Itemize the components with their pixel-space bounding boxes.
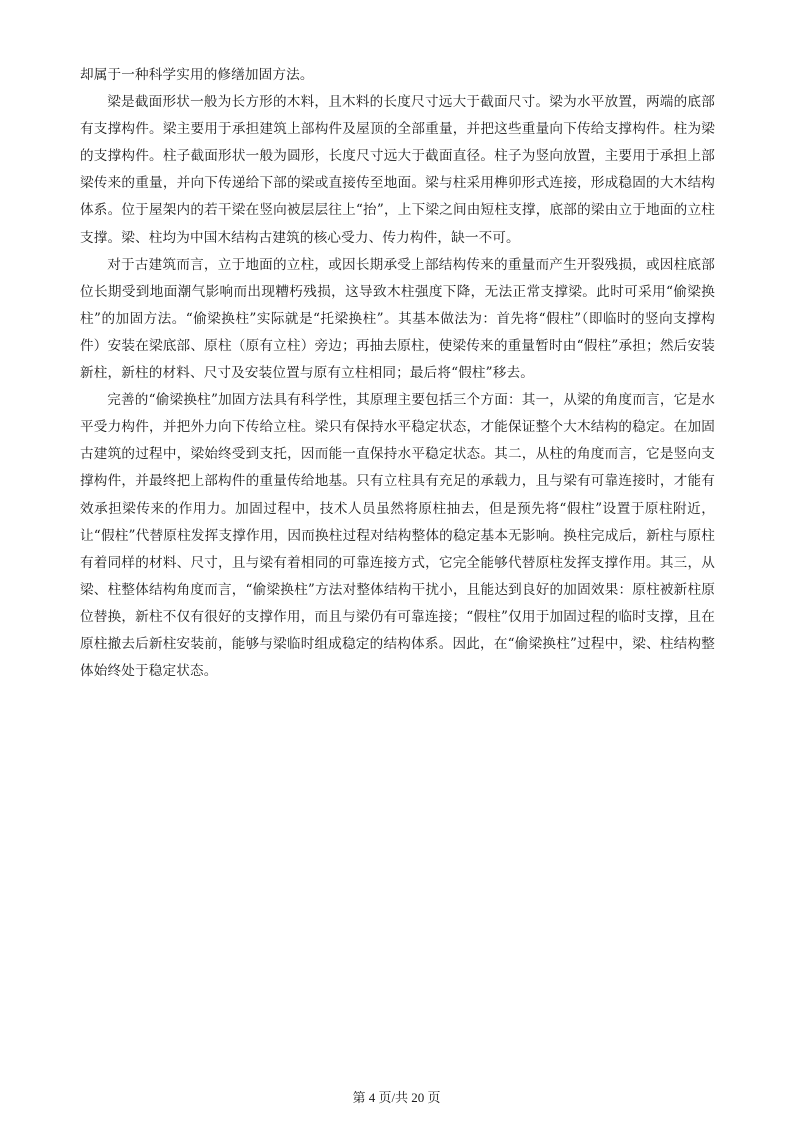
page-number-footer: 第 4 页/共 20 页 xyxy=(352,1090,441,1105)
paragraph-beam-column-definition: 梁是截面形状一般为长方形的木料，且木料的长度尺寸远大于截面尺寸。梁为水平放置，两端的底部有支撑构件。梁主要用于承担建筑上部构件及屋顶的全部重量，并把这些重量向下传给支撑构件。柱为梁的支撑构件。柱子截面形状一般为圆形，长度尺寸远大于截面直径。柱子为竖向放置，主要用于承担上部梁传来的重量，并向下传递给下部的梁或直接传至地面。梁与柱采用榫卯形式连接，形成稳固的大木结构体系。位于屋架内的若干梁在竖向被层层往上“抬”，上下梁之间由短柱支撑，底部的梁由立于地面的立柱支撑。梁、柱均为中国木结构古建筑的核心受力、传力构件，缺一不可。 xyxy=(80,94,715,246)
paragraph-method-principles: 完善的“偷梁换柱”加固方法具有科学性，其原理主要包括三个方面：其一，从梁的角度而言，它是水平受力构件，并把外力向下传给立柱。梁只有保持水平稳定状态，才能保证整个大木结构的稳定。在加固古建筑的过程中，梁始终受到支托，因而能一直保持水平稳定状态。其二，从柱的角度而言，它是竖向支撑构件，并最终把上部构件的重量传给地基。只有立柱具有充足的承载力，且与梁有可靠连接时，才能有效承担梁传来的作用力。加固过程中，技术人员虽然将原柱抽去，但是预先将“假柱”设置于原柱附近，让“假柱”代替原柱发挥支撑作用，因而换柱过程对结构整体的稳定基本无影响。换柱完成后，新柱与原柱有着同样的材料、尺寸，且与梁有着相同的可靠连接方式，它完全能够代替原柱发挥支撑作用。其三，从梁、柱整体结构角度而言，“偷梁换柱”方法对整体结构干扰小，且能达到良好的加固效果：原柱被新柱原位替换，新柱不仅有很好的支撑作用，而且与梁仍有可靠连接；“假柱”仅用于加固过程的临时支撑，且在原柱撤去后新柱安装前，能够与梁临时组成稳定的结构体系。因此，在“偷梁换柱”过程中，梁、柱结构整体始终处于稳定状态。 xyxy=(80,392,715,680)
document-body xyxy=(80,62,715,685)
paragraph-continuation: 却属于一种科学实用的修缮加固方法。 xyxy=(80,67,314,83)
paragraph-column-replacement-method: 对于古建筑而言，立于地面的立柱，或因长期承受上部结构传来的重量而产生开裂残损，或因柱底部位长期受到地面潮气影响而出现糟朽残损，这导致木柱强度下降，无法正常支撑梁。此时可采用“偷梁换柱”的加固方法。“偷梁换柱”实际就是“托梁换柱”。其基本做法为：首先将“假柱”（即临时的竖向支撑构件）安装在梁底部、原柱（原有立柱）旁边；再抽去原柱，使梁传来的重量暂时由“假柱”承担；然后安装新柱，新柱的材料、尺寸及安装位置与原有立柱相同；最后将“假柱”移去。 xyxy=(80,256,715,382)
